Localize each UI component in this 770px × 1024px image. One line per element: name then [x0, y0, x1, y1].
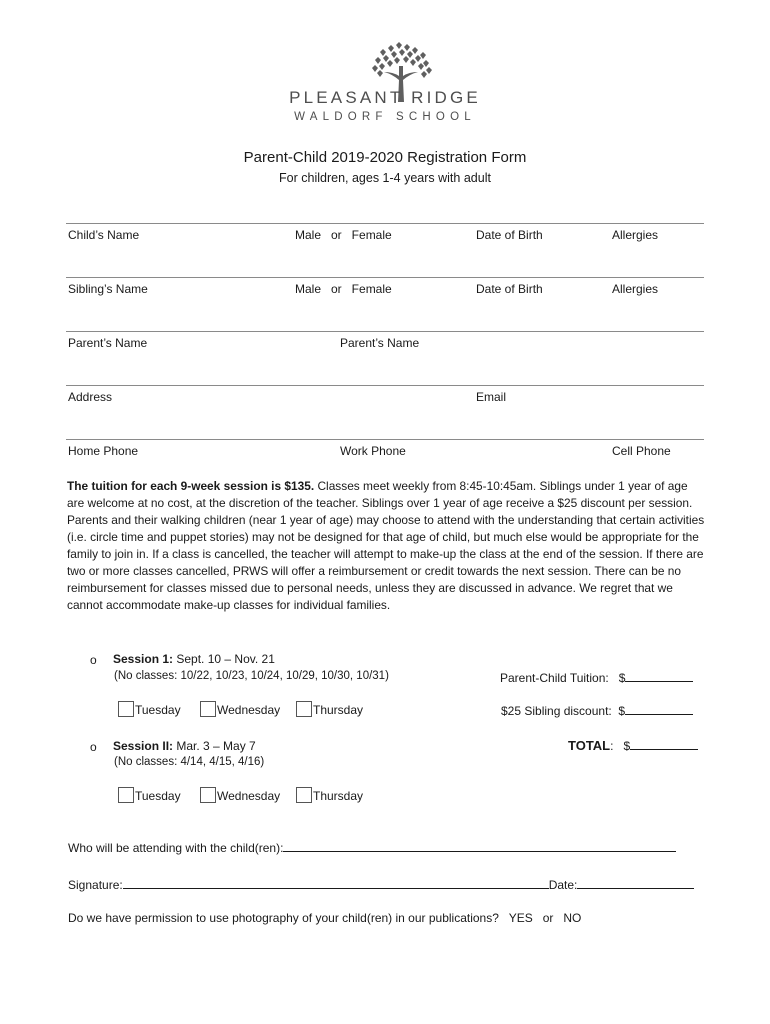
sibling-discount-blank[interactable] [625, 703, 693, 715]
address-field[interactable]: Address [68, 390, 113, 404]
session-2-tuesday-checkbox[interactable] [118, 787, 134, 803]
signature-label: Signature: [68, 878, 123, 892]
session-2-tuesday-label: Tuesday [135, 789, 181, 803]
attending-label: Who will be attending with the child(ren): [68, 841, 284, 855]
date-label: Date: [548, 878, 578, 892]
tuition-policy-paragraph [67, 478, 707, 614]
sibling-gender-field[interactable]: Male or Female [295, 282, 392, 296]
parent-child-tuition-blank[interactable] [625, 670, 693, 682]
session-1-wednesday-label: Wednesday [217, 703, 281, 717]
work-phone-field[interactable]: Work Phone [340, 444, 406, 458]
date-blank[interactable] [577, 877, 694, 889]
child-name-field[interactable]: Child’s Name [68, 228, 140, 242]
signature-field[interactable] [68, 877, 694, 892]
session-2-thursday-checkbox[interactable] [296, 787, 312, 803]
session-1-heading [113, 652, 275, 666]
email-field[interactable]: Email [476, 390, 507, 404]
session-1-label: Session 1: [113, 652, 174, 666]
field-divider [66, 385, 704, 386]
attending-blank[interactable] [283, 840, 676, 852]
parent-name-field-1[interactable]: Parent’s Name [68, 336, 148, 350]
session-2-label: Session II: [113, 739, 174, 753]
sibling-discount-label: $25 Sibling discount: $ [501, 704, 626, 718]
session-2-wednesday-label: Wednesday [217, 789, 281, 803]
session-1-bullet: o [90, 653, 97, 667]
field-divider [66, 439, 704, 440]
form-title: Parent-Child 2019-2020 Registration Form [243, 149, 527, 166]
total-suffix: : $ [610, 739, 631, 753]
sibling-dob-field[interactable]: Date of Birth [476, 282, 543, 296]
parent-name-field-2[interactable]: Parent’s Name [340, 336, 420, 350]
sibling-discount-field[interactable] [501, 703, 693, 718]
session-1-no-classes: (No classes: 10/22, 10/23, 10/24, 10/29, 10/30, 10/31) [114, 670, 389, 682]
photo-permission-question[interactable]: Do we have permission to use photography of your child(ren) in our publications? YES or NO [68, 911, 582, 925]
session-1-thursday-checkbox[interactable] [296, 701, 312, 717]
logo-school-type: WALDORF SCHOOL [294, 111, 476, 123]
child-gender-field[interactable]: Male or Female [295, 228, 392, 242]
session-2-heading [113, 739, 256, 753]
field-divider [66, 277, 704, 278]
form-subtitle: For children, ages 1-4 years with adult [279, 171, 491, 185]
home-phone-field[interactable]: Home Phone [68, 444, 139, 458]
signature-blank[interactable] [123, 877, 549, 889]
attending-field[interactable] [68, 840, 676, 855]
session-2-thursday-label: Thursday [313, 789, 364, 803]
session-1-dates: Sept. 10 – Nov. 21 [173, 652, 275, 666]
sibling-name-field[interactable]: Sibling’s Name [68, 282, 148, 296]
tuition-body: Classes meet weekly from 8:45-10:45am. Siblings under 1 year of age are welcome at no cost, at the discretion of the teacher. Siblings over 1 year of age receive a $25 discount per session. Parents and their walking children (near 1 year of age) may choose to attend with the understanding that certain activities (i.e. circle time and puppet stories) may not be designed for that age of child, but much else would be appropriate for the family to join in. If a class is cancelled, the teacher will attempt to make-up the class at the end of the session. If there are two or more classes cancelled, PRWS will offer a reimbursement or credit towards the next session. There can be no reimbursement for classes missed due to personal needs, unless they are discussed in advance. We regret that we cannot accommodate make-up classes for individual families. [67, 479, 705, 612]
sibling-allergies-field[interactable]: Allergies [612, 282, 659, 296]
logo-school-name: PLEASANT RIDGE [289, 88, 481, 107]
session-2-wednesday-checkbox[interactable] [200, 787, 216, 803]
field-divider [66, 223, 704, 224]
session-1-tuesday-checkbox[interactable] [118, 701, 134, 717]
child-dob-field[interactable]: Date of Birth [476, 228, 543, 242]
child-allergies-field[interactable]: Allergies [612, 228, 659, 242]
parent-child-tuition-field[interactable] [500, 670, 693, 685]
session-2-bullet: o [90, 740, 97, 754]
total-label: TOTAL [568, 738, 611, 753]
session-1-tuesday-label: Tuesday [135, 703, 181, 717]
session-2-no-classes: (No classes: 4/14, 4/15, 4/16) [114, 756, 265, 768]
session-1-thursday-label: Thursday [313, 703, 364, 717]
session-2-dates: Mar. 3 – May 7 [173, 739, 256, 753]
tuition-lead: The tuition for each 9-week session is $135. [67, 479, 315, 493]
session-1-wednesday-checkbox[interactable] [200, 701, 216, 717]
cell-phone-field[interactable]: Cell Phone [612, 444, 671, 458]
total-field[interactable] [568, 738, 698, 753]
field-divider [66, 331, 704, 332]
total-blank[interactable] [630, 738, 698, 750]
parent-child-tuition-label: Parent-Child Tuition: $ [500, 671, 626, 685]
